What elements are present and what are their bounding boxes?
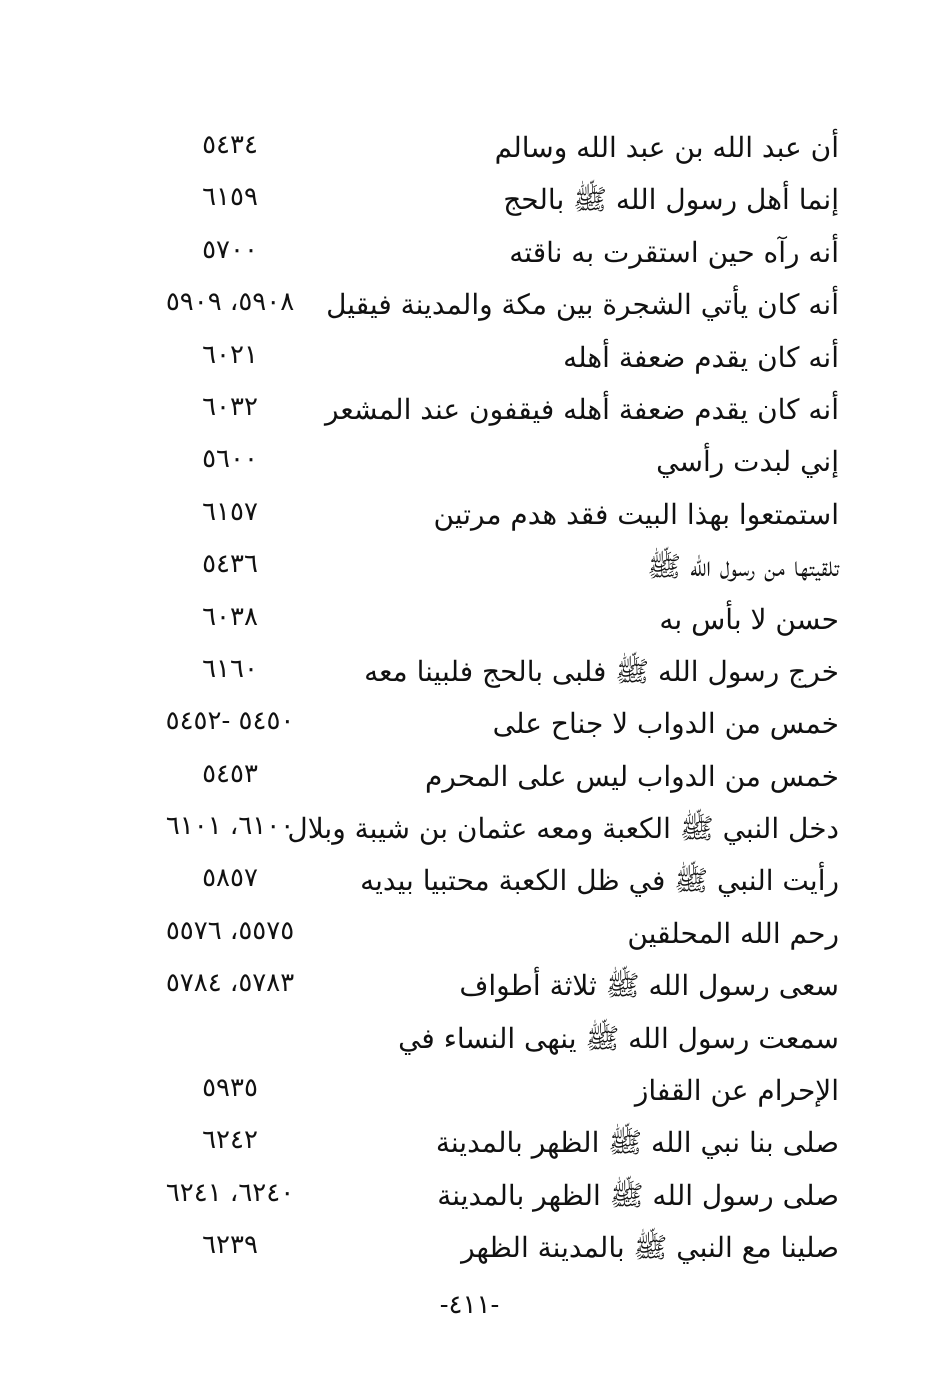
list-item xyxy=(0,1170,939,1222)
list-item xyxy=(0,541,939,593)
list-item xyxy=(0,227,939,279)
list-item xyxy=(0,1117,939,1169)
entry-numbers: ٦١٦٠ xyxy=(202,653,258,684)
entry-numbers: ٥٦٠٠ xyxy=(202,444,258,475)
entry-text: أنه كان يقدم ضعفة أهله xyxy=(563,340,839,374)
entry-text: تلقيتها من رسول الله ﷺ xyxy=(647,550,839,584)
entry-text: استمتعوا بهذا البيت فقد هدم مرتين xyxy=(433,497,839,531)
entry-text: إنما أهل رسول الله ﷺ بالحج xyxy=(503,183,839,217)
entry-numbers: ٦١٠٠، ٦١٠١ xyxy=(165,811,295,842)
list-item xyxy=(0,436,939,488)
entry-numbers: ٥٤٣٦ xyxy=(202,549,258,580)
entry-numbers: ٥٩٣٥ xyxy=(202,1072,258,1103)
entry-numbers: ٥٧٨٣، ٥٧٨٤ xyxy=(165,968,295,999)
entry-text: صلى بنا نبي الله ﷺ الظهر بالمدينة xyxy=(435,1126,839,1160)
list-item xyxy=(0,122,939,174)
entry-text: أنه رآه حين استقرت به ناقته xyxy=(509,235,839,269)
entry-numbers: ٥٧٠٠ xyxy=(202,234,258,265)
list-item xyxy=(0,332,939,384)
page-number: -٤١١- xyxy=(439,1290,500,1320)
entry-text: أن عبد الله بن عبد الله وسالم xyxy=(494,131,839,164)
entry-text: أنه كان يأتي الشجرة بين مكة والمدينة فيقيل xyxy=(326,288,839,322)
list-item xyxy=(0,908,939,960)
entry-numbers: ٥٥٧٥، ٥٥٧٦ xyxy=(165,915,295,946)
entry-numbers: ٦٢٤٠، ٦٢٤١ xyxy=(165,1177,295,1208)
list-item xyxy=(0,1013,939,1118)
entry-numbers: ٦٢٤٢ xyxy=(202,1125,258,1156)
list-item xyxy=(0,1222,939,1274)
list-item xyxy=(0,751,939,803)
entry-numbers: ٦٢٣٩ xyxy=(202,1230,258,1261)
entry-text: خمس من الدواب ليس على المحرم xyxy=(424,759,839,793)
entry-text: إني لبدت رأسي xyxy=(656,445,839,479)
entry-numbers: ٥٤٣٤ xyxy=(202,130,258,160)
entry-numbers: ٥٤٥٠ -٥٤٥٢ xyxy=(165,706,295,737)
entry-numbers: ٦١٥٩ xyxy=(202,182,258,213)
entry-text: سمعت رسول الله ﷺ ينهى النساء في الإحرام عن القفاز xyxy=(398,1021,839,1107)
entry-numbers: ٦٠٣٢ xyxy=(202,391,258,422)
entry-numbers: ٥٤٥٣ xyxy=(202,758,258,789)
hadith-index-list xyxy=(0,122,939,1275)
entry-numbers: ٥٩٠٨، ٥٩٠٩ xyxy=(165,287,295,318)
list-item xyxy=(0,803,939,855)
entry-text: حسن لا بأس به xyxy=(659,602,839,636)
entry-text: خرج رسول الله ﷺ فلبى بالحج فلبينا معه xyxy=(364,654,839,688)
list-item xyxy=(0,698,939,750)
list-item xyxy=(0,384,939,436)
list-item xyxy=(0,646,939,698)
entry-numbers: ٦١٥٧ xyxy=(202,496,258,527)
list-item xyxy=(0,489,939,541)
entry-text: صلى رسول الله ﷺ الظهر بالمدينة xyxy=(437,1178,839,1212)
list-item xyxy=(0,174,939,226)
entry-numbers: ٦٠٢١ xyxy=(202,339,258,370)
entry-numbers: ٥٨٥٧ xyxy=(202,863,258,894)
entry-text: رحم الله المحلقين xyxy=(627,916,839,950)
entry-text: سعى رسول الله ﷺ ثلاثة أطواف xyxy=(459,969,839,1003)
list-item xyxy=(0,279,939,331)
entry-text: دخل النبي ﷺ الكعبة ومعه عثمان بن شيبة وبلال xyxy=(287,812,839,846)
entry-text: صلينا مع النبي ﷺ بالمدينة الظهر xyxy=(461,1231,839,1265)
entry-text: خمس من الدواب لا جناح على xyxy=(492,707,839,741)
list-item xyxy=(0,960,939,1012)
list-item xyxy=(0,855,939,907)
entry-numbers: ٦٠٣٨ xyxy=(202,601,258,632)
list-item xyxy=(0,594,939,646)
entry-text: رأيت النبي ﷺ في ظل الكعبة محتبيا بيديه xyxy=(360,864,839,898)
entry-text: أنه كان يقدم ضعفة أهله فيقفون عند المشعر xyxy=(324,392,839,426)
